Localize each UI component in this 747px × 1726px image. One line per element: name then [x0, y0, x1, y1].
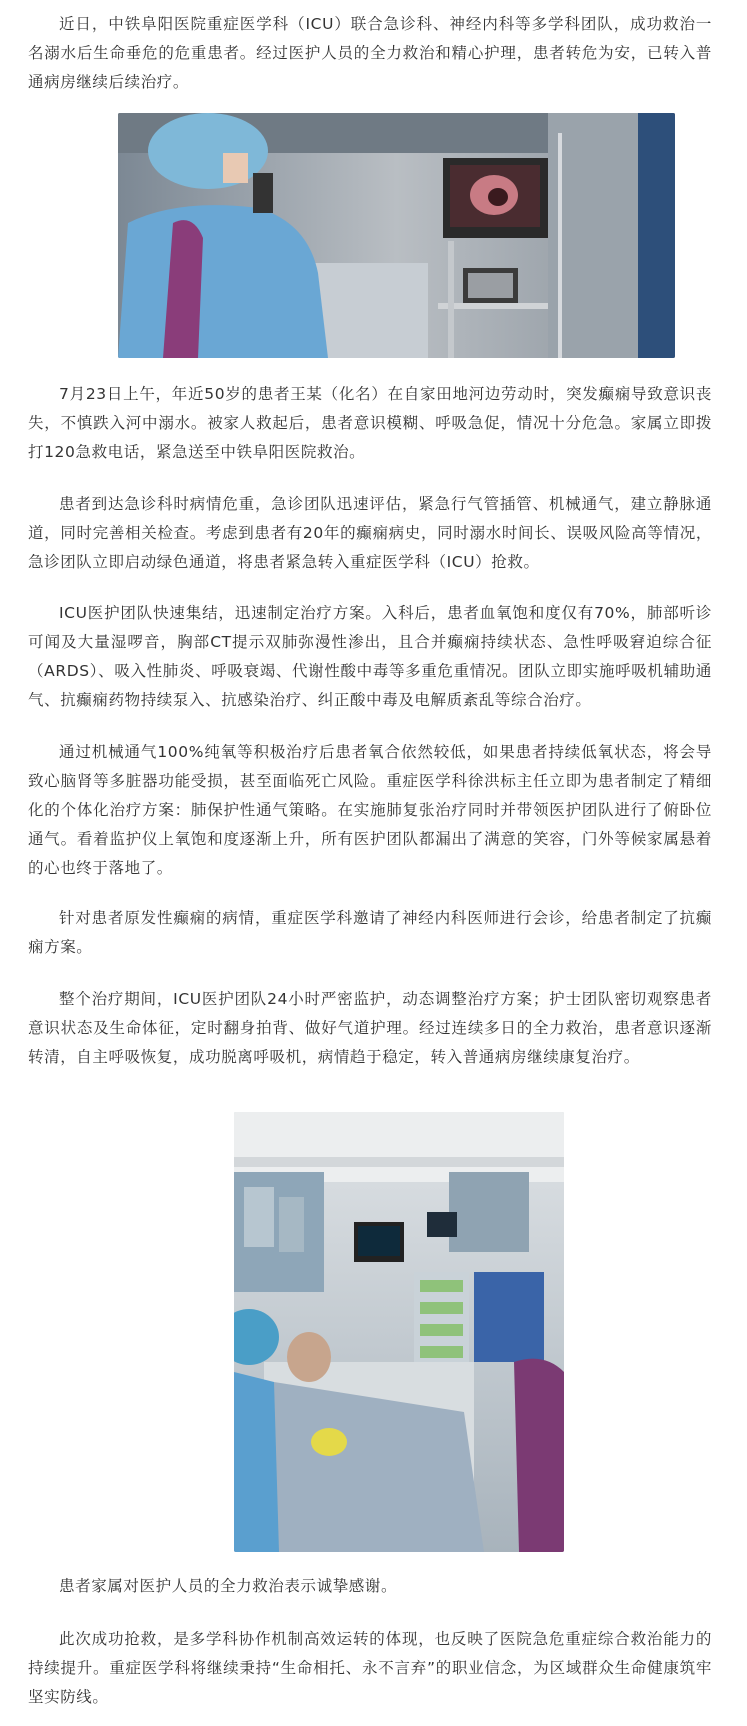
- article-paragraph-8: 患者家属对医护人员的全力救治表示诚挚感谢。: [59, 1577, 398, 1595]
- article-paragraph-4: ICU医护团队快速集结，迅速制定治疗方案。入科后，患者血氧饱和度仅有70%，肺部听诊可闻及大量湿啰音，胸部CT提示双肺弥漫性渗出，且合并癫痫持续状态、急性呼吸窘迫综合征（ARDS）、吸入性肺炎、呼吸衰竭、代谢性酸中毒等多重危重情况。团队立即实施呼吸机辅助通气、抗癫痫药物持续泵入、抗感染治疗、纠正酸中毒及电解质紊乱等综合治疗。: [28, 604, 712, 709]
- article-paragraph-9: 此次成功抢救，是多学科协作机制高效运转的体现，也反映了医院急危重症综合救治能力的持续提升。重症医学科将继续秉持“生命相托、永不言弃”的职业信念，为区域群众生命健康筑牢坚实防线。: [28, 1630, 712, 1706]
- article-paragraph-5: 通过机械通气100%纯氧等积极治疗后患者氧合依然较低，如果患者持续低氧状态，将会导致心脑肾等多脏器功能受损，甚至面临死亡风险。重症医学科徐洪标主任立即为患者制定了精细化的个体化治疗方案：肺保护性通气策略。在实施肺复张治疗同时并带领医护团队进行了俯卧位通气。看着监护仪上氧饱和度逐渐上升，所有医护团队都漏出了满意的笑容，门外等候家属悬着的心也终于落地了。: [28, 743, 712, 877]
- photo-icu-bed: [234, 1112, 564, 1552]
- article-paragraph-3: 患者到达急诊科时病情危重，急诊团队迅速评估，紧急行气管插管、机械通气，建立静脉通道，同时完善相关检查。考虑到患者有20年的癫痫病史，同时溺水时间长、误吸风险高等情况，急诊团队立即启动绿色通道，将患者紧急转入重症医学科（ICU）抢救。: [28, 495, 712, 571]
- article-paragraph-2: 7月23日上午，年近50岁的患者王某（化名）在自家田地河边劳动时，突发癫痫导致意识丧失，不慎跌入河中溺水。被家人救起后，患者意识模糊、呼吸急促，情况十分危急。家属立即拨打120急救电话，紧急送至中铁阜阳医院救治。: [28, 385, 712, 461]
- photo-bronchoscopy-icon: [118, 113, 675, 358]
- photo-bronchoscopy: [118, 113, 675, 358]
- photo-icu-bed-icon: [234, 1112, 564, 1552]
- article-paragraph-1: 近日，中铁阜阳医院重症医学科（ICU）联合急诊科、神经内科等多学科团队，成功救治一名溺水后生命垂危的危重患者。经过医护人员的全力救治和精心护理，患者转危为安，已转入普通病房继续后续治疗。: [28, 15, 712, 91]
- article-paragraph-7: 整个治疗期间，ICU医护团队24小时严密监护，动态调整治疗方案；护士团队密切观察患者意识状态及生命体征，定时翻身拍背、做好气道护理。经过连续多日的全力救治，患者意识逐渐转清，自主呼吸恢复，成功脱离呼吸机，病情趋于稳定，转入普通病房继续康复治疗。: [28, 990, 712, 1066]
- article-paragraph-6: 针对患者原发性癫痫的病情，重症医学科邀请了神经内科医师进行会诊，给患者制定了抗癫痫方案。: [28, 909, 712, 956]
